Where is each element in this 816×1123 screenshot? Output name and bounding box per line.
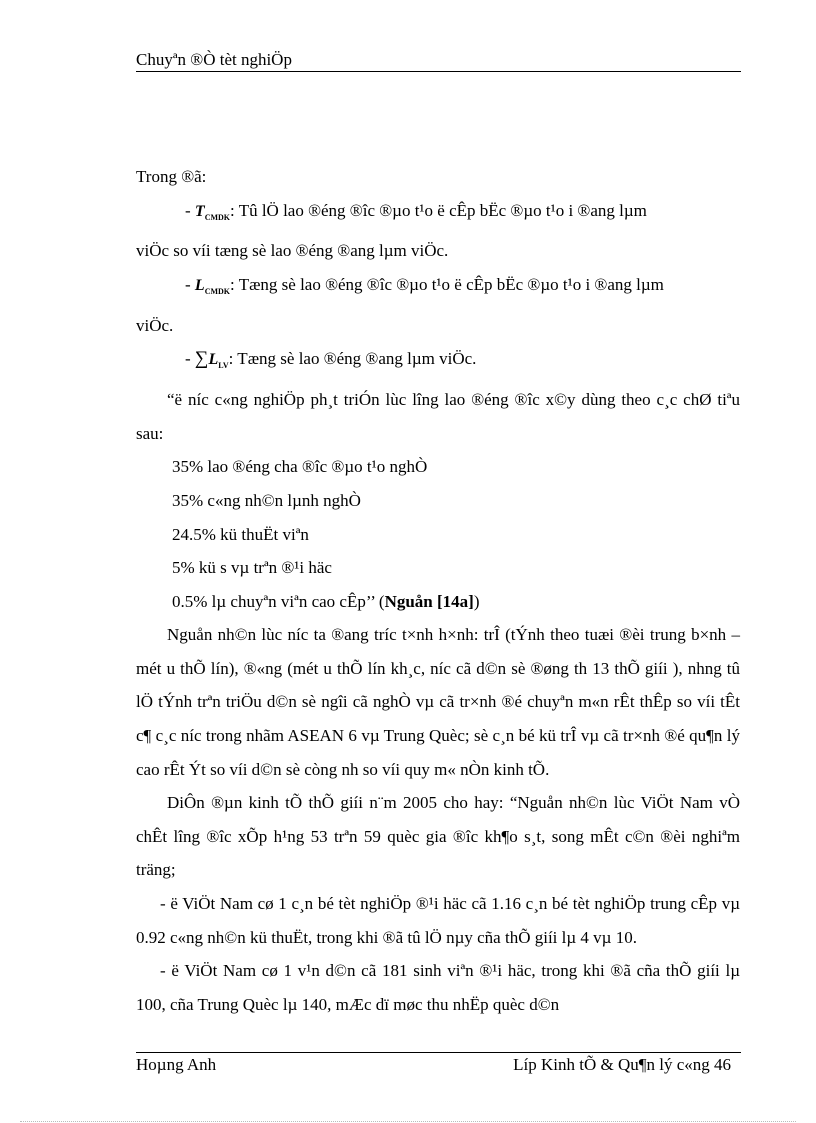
- paragraph-continuation: viÖc so víi tæng sè lao ®éng ®ang lµm viÖc.: [136, 241, 449, 261]
- footer-author: Hoµng Anh: [136, 1055, 217, 1074]
- sum-llv-symbol: $\sum L_{LV}$: [194, 348, 229, 371]
- definition-t-cmdk: - $T_{CMDK}$: Tû lÖ lao ®éng ®îc ®µo t¹o ë cÊp bËc ®µo t¹o i ®ang lµm: [185, 200, 647, 222]
- list-item: 0.5% lµ chuyªn viªn cao cÊp’’ (Nguån [14a]): [172, 591, 480, 611]
- definition-l-cmdk: - $L_{CMDK}$: Tæng sè lao ®éng ®îc ®µo t¹o ë cÊp bËc ®µo t¹o i ®ang lµm: [185, 274, 664, 297]
- page-header: [136, 50, 741, 72]
- page-bottom-border: [20, 1121, 796, 1122]
- paragraph: - ë ViÖt Nam cø 1 c¸n bé tèt nghiÖp ®¹i häc cã 1.16 c¸n bé tèt nghiÖp trung cÊp vµ 0.92 c«ng nh©n kü thuËt, trong khi ®ã tû lÖ nµy cña thÕ giíi lµ 4 vµ 10.: [136, 894, 740, 947]
- definition-sum-llv: - $\sum L_{LV}$: Tæng sè lao ®éng ®ang lµm viÖc.: [185, 348, 477, 371]
- list-item: 24.5% kü thuËt viªn: [172, 524, 309, 544]
- t-cmdk-symbol: $T_{CMDK}$: [194, 202, 231, 222]
- document-body: [136, 160, 740, 1021]
- header-title: Chuyªn ®Ò tèt nghiÖp: [136, 50, 292, 69]
- list-item: 35% c«ng nh©n lµnh nghÒ: [172, 490, 361, 510]
- source-citation: Nguån [14a]: [384, 591, 474, 611]
- l-cmdk-symbol: $L_{CMDK}$: [194, 276, 231, 297]
- footer-class-page: Líp Kinh tÕ & Qu¶n lý c«ng 46: [513, 1055, 731, 1074]
- paragraph: “ë níc c«ng nghiÖp ph¸t triÓn lùc lîng lao ®éng ®îc x©y dùng theo c¸c chØ tiªu sau:: [136, 390, 740, 443]
- page-footer: [136, 1052, 741, 1075]
- paragraph-continuation: viÖc.: [136, 315, 174, 335]
- list-item: 5% kü s vµ trªn ®¹i häc: [172, 558, 332, 578]
- list-item: 35% lao ®éng cha ®îc ®µo t¹o nghÒ: [172, 457, 428, 477]
- paragraph: DiÔn ®µn kinh tÕ thÕ giíi n¨m 2005 cho hay: “Nguån nh©n lùc ViÖt Nam vÒ chÊt lîng ®îc xÕp h¹ng 53 trªn 59 quèc gia ®îc kh¶o s¸t, song mÊt c©n ®èi nghiªm träng;: [136, 793, 740, 880]
- paragraph: Trong ®ã:: [136, 167, 207, 186]
- paragraph: - ë ViÖt Nam cø 1 v¹n d©n cã 181 sinh viªn ®¹i häc, trong khi ®ã cña thÕ giíi lµ 100, cña Trung Quèc lµ 140, mÆc dï møc thu nhËp quèc d©n: [136, 961, 740, 1014]
- paragraph: Nguån nh©n lùc níc ta ®ang tríc t×nh h×nh: trÎ (tÝnh theo tuæi ®èi trung b×nh – mét u thÕ lín), ®«ng (mét u thÕ lín kh¸c, níc cã d©n sè ®øng th 13 thÕ giíi ), nhng tû lÖ tÝnh trªn triÖu d©n sè ngîi cã nghÒ vµ cã tr×nh ®é chuyªn m«n rÊt thÊp so víi tÊt c¶ c¸c níc trong nhãm ASEAN 6 vµ Trung Quèc; sè c¸n bé kü trÎ vµ cã tr×nh ®é qu¶n lý cao rÊt Ýt so víi d©n sè còng nh so víi quy m« nÒn kinh tÕ.: [136, 625, 740, 779]
